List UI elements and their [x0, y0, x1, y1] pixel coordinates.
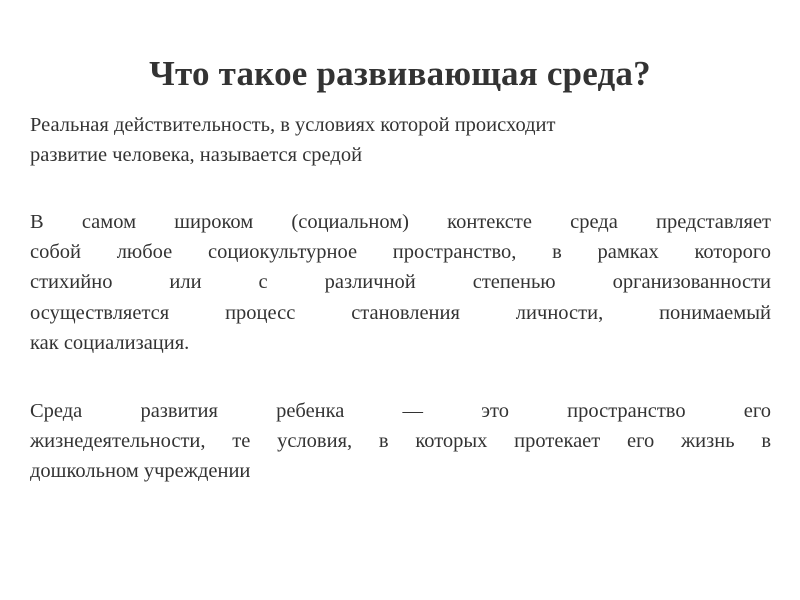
paragraph-definition — [30, 110, 771, 170]
paragraph-line: Реальная действительность, в условиях которой происходит — [30, 114, 556, 136]
paragraph-line: дошкольном учреждении — [30, 460, 251, 483]
paragraph-line: развитие человека, называется средой — [30, 144, 363, 167]
paragraph-line: собой любое социокультурное пространство, в рамках которого — [30, 241, 771, 264]
slide-title: Что такое развивающая среда? — [149, 54, 651, 93]
paragraph-child-environment — [30, 396, 771, 487]
paragraph-line: жизнедеятельности, те условия, в которых протекает его жизнь в — [30, 430, 771, 453]
paragraph-line: Среда развития ребенка — это пространство его — [30, 400, 771, 422]
paragraph-line: стихийно или с различной степенью организованности — [30, 271, 771, 294]
paragraph-line: осуществляется процесс становления личности, понимаемый — [30, 301, 771, 324]
paragraph-line: как социализация. — [30, 331, 190, 354]
paragraph-line: В самом широком (социальном) контексте среда представляет — [30, 211, 771, 233]
paragraph-social-context — [30, 207, 771, 358]
